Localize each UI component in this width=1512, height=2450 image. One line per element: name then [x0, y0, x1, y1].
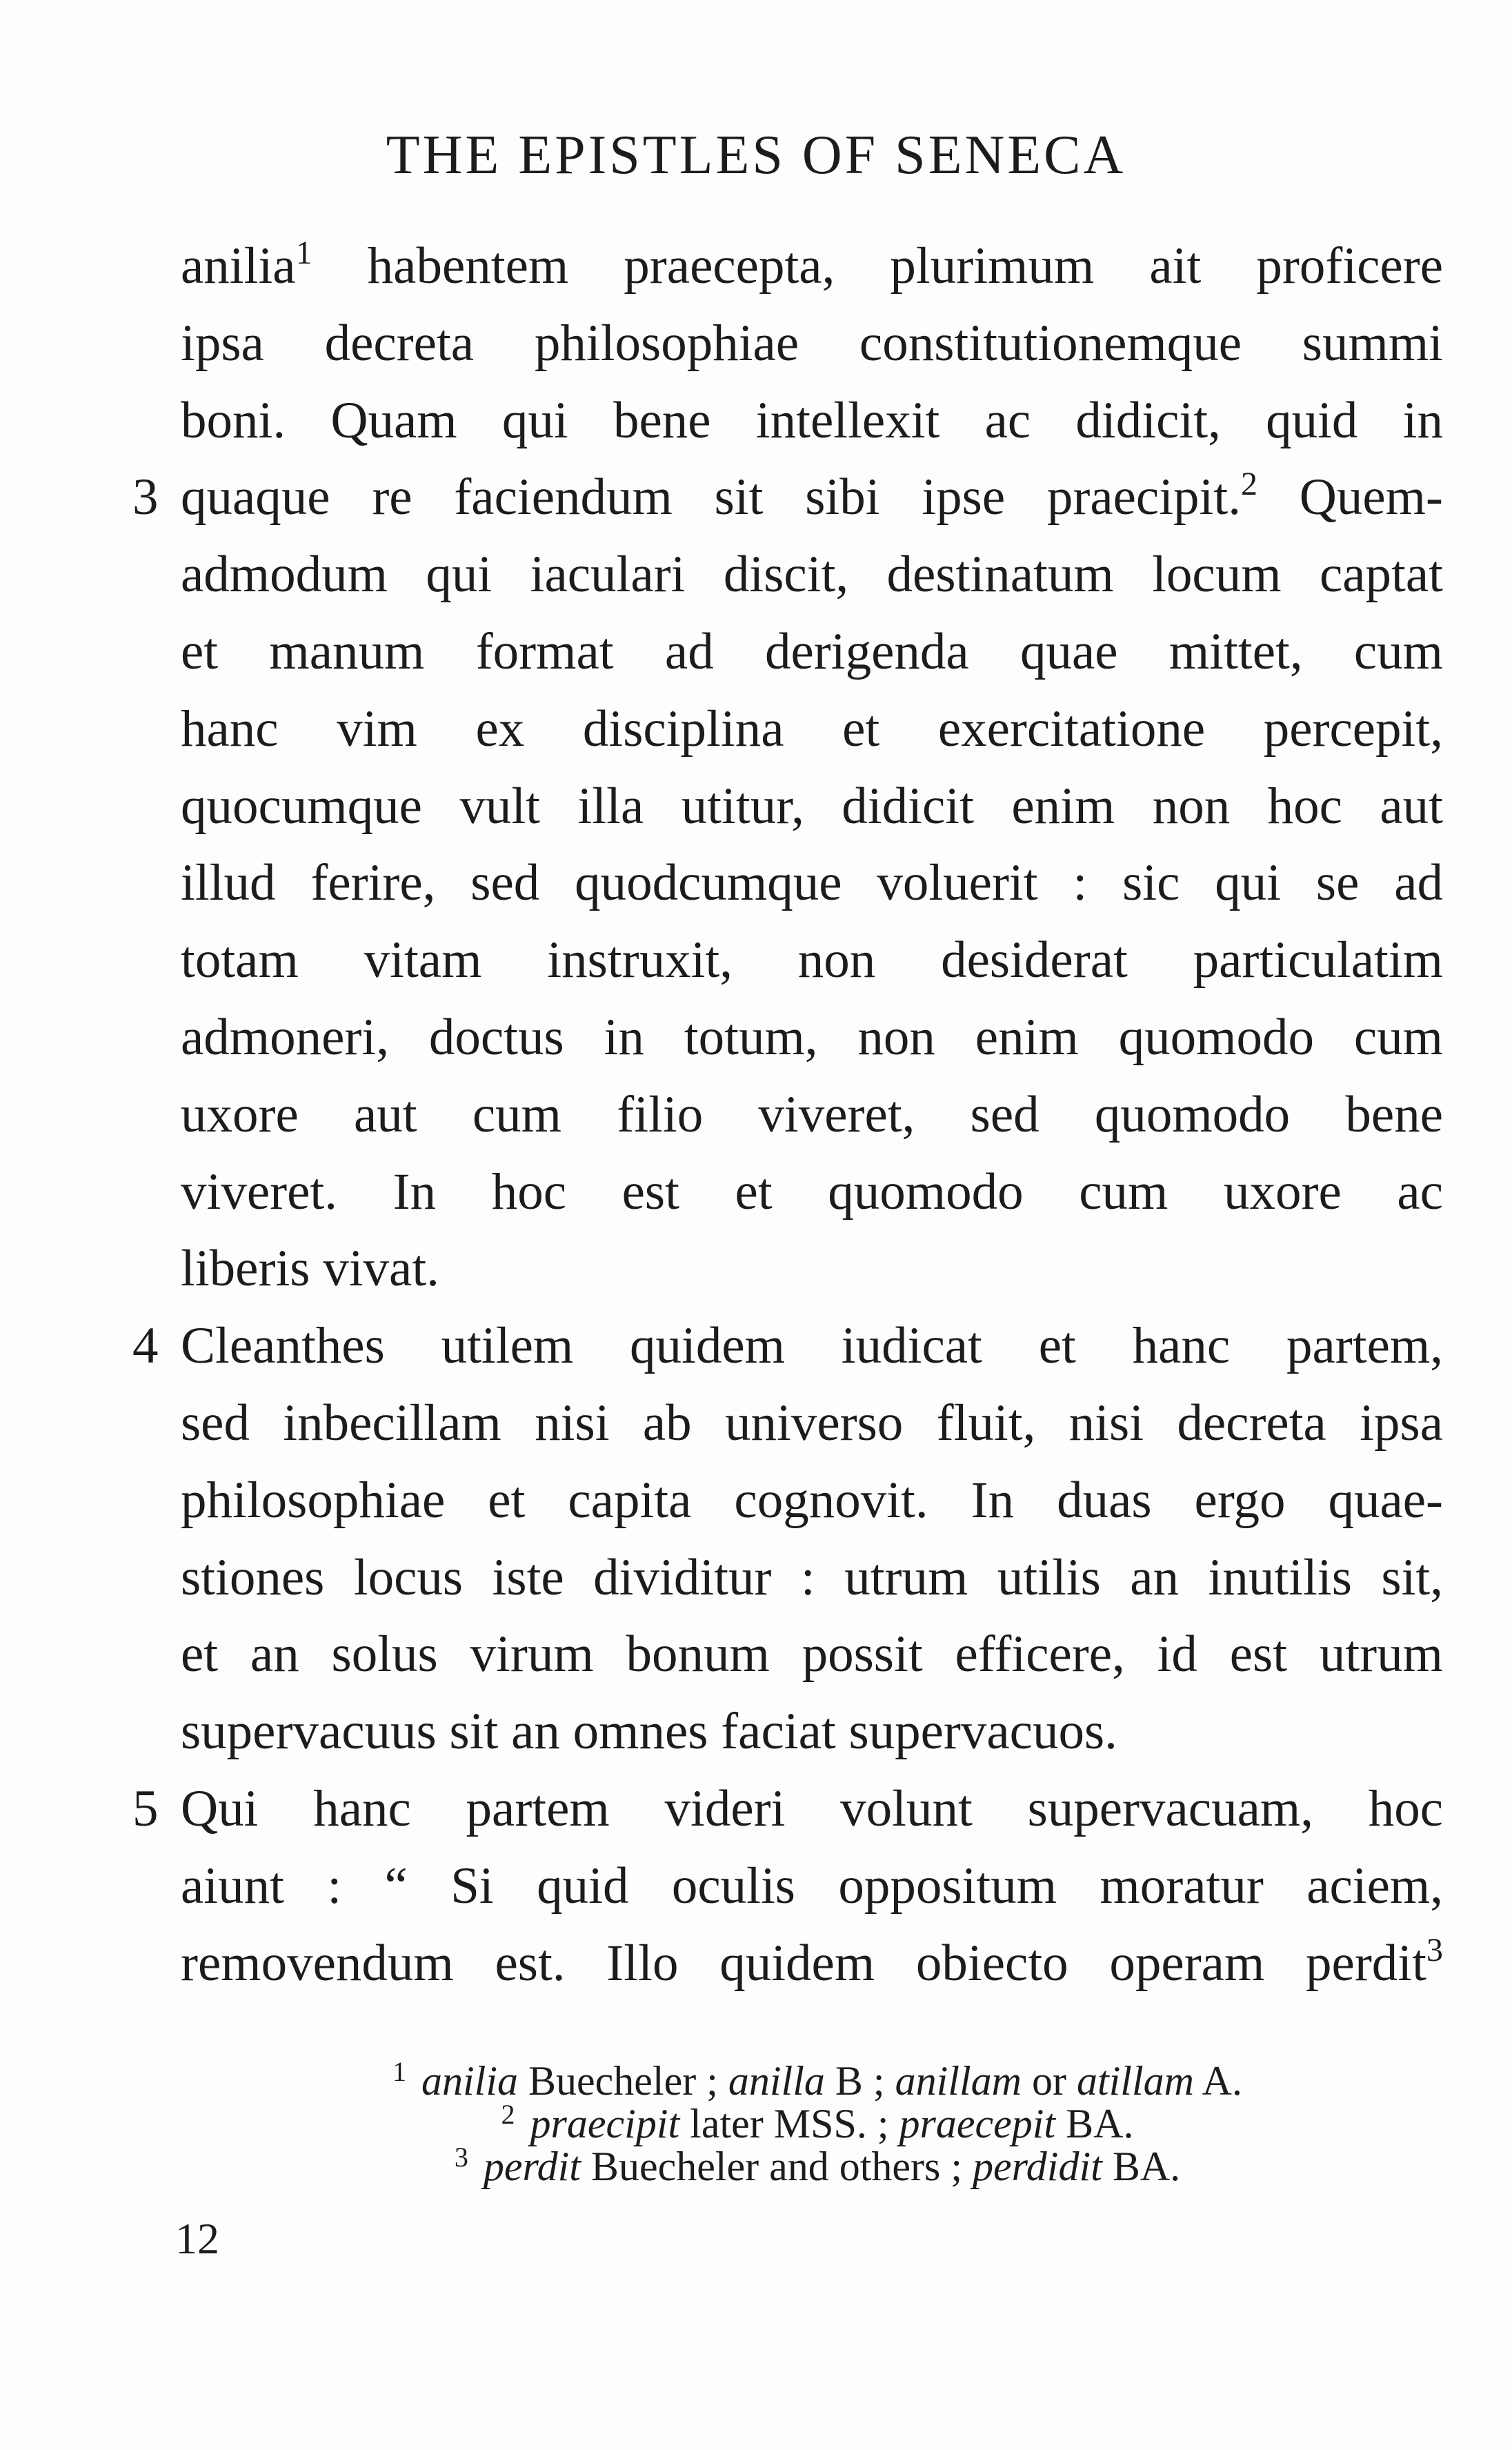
line-text: supervacuus sit an omnes faciat supervacuos.: [181, 1703, 1117, 1761]
text-line: [181, 1848, 1443, 1925]
line-text: boni. Quam qui bene intellexit ac didicit, quid in: [181, 391, 1443, 449]
text-line: [181, 1925, 1443, 2002]
text-line: [132, 459, 1443, 536]
line-text: Qui hanc partem videri volunt supervacuam, hoc: [181, 1779, 1443, 1837]
line-text: admoneri, doctus in totum, non enim quomodo cum: [181, 1008, 1443, 1066]
text-line: [181, 536, 1443, 613]
section-number: 3: [132, 468, 159, 526]
text-line: [132, 1770, 1443, 1848]
footnote-number: 3: [454, 2142, 468, 2173]
footnote-text: Buecheler ;: [518, 2058, 728, 2104]
running-head: THE EPISTLES OF SENECA: [386, 125, 1126, 186]
text-line: [181, 228, 1443, 305]
page-number: 12: [175, 2214, 219, 2263]
text-line: [181, 1616, 1443, 1693]
line-text: philosophiae et capita cognovit. In duas ergo quae-: [181, 1471, 1443, 1529]
text-line: [181, 305, 1443, 382]
line-text: sed inbecillam nisi ab universo fluit, nisi decreta ipsa: [181, 1394, 1443, 1452]
line-text: illud ferire, sed quodcumque voluerit : sic qui se ad: [181, 854, 1443, 912]
line-text: habentem praecepta, plurimum ait proficere: [312, 237, 1443, 295]
line-text: stiones locus iste dividitur : utrum utilis an inutilis sit,: [181, 1548, 1443, 1606]
footnote-text: BA.: [1102, 2144, 1181, 2189]
line-text: admodum qui iaculari discit, destinatum locum captat: [181, 546, 1443, 604]
footnote-reading: anillam: [895, 2058, 1022, 2104]
text-line: [181, 613, 1443, 691]
text-line: [181, 1462, 1443, 1539]
text-line: [181, 1230, 1443, 1307]
footnote-number: 1: [392, 2056, 406, 2087]
line-text: ipsa decreta philosophiae constitutionemque summi: [181, 314, 1443, 372]
line-text: hanc vim ex disciplina et exercitatione percepit,: [181, 700, 1443, 758]
line-text: quaque re faciendum sit sibi ipse praecipit.: [181, 468, 1241, 526]
text-line: [181, 922, 1443, 999]
footnote-text: B ;: [824, 2058, 895, 2104]
line-text: anilia: [181, 237, 296, 295]
footnotes: [248, 2056, 1386, 2189]
line-text: et manum format ad derigenda quae mittet, cum: [181, 622, 1443, 680]
text-line: [181, 382, 1443, 460]
section-number: 4: [132, 1317, 159, 1375]
text-line: [181, 1154, 1443, 1231]
text-line: [181, 1076, 1443, 1154]
line-text: Quem-: [1257, 468, 1443, 526]
body-text: [132, 228, 1443, 2002]
text-line: [181, 999, 1443, 1076]
footnote-text: or: [1021, 2058, 1077, 2104]
footnote-text: Buecheler and others ;: [580, 2144, 973, 2189]
footnote-reading: praecepit: [899, 2101, 1056, 2146]
text-line: [181, 1693, 1443, 1770]
footnote: [248, 2056, 1386, 2104]
footnote-reading: anilia: [421, 2058, 519, 2104]
line-text: aiunt : “ Si quid oculis oppositum moratur aciem,: [181, 1857, 1443, 1915]
text-line: [181, 1539, 1443, 1617]
footnote-reading: atillam: [1076, 2058, 1194, 2104]
footnote-text: A.: [1193, 2058, 1242, 2104]
line-text: liberis vivat.: [181, 1240, 439, 1298]
text-line: [181, 691, 1443, 768]
footnote-text: later MSS. ;: [679, 2101, 899, 2146]
footnote-reading: praecipit: [530, 2101, 680, 2146]
text-line: [132, 1307, 1443, 1385]
section-number: 5: [132, 1779, 159, 1837]
footnote-marker: 2: [1240, 466, 1257, 503]
footnote-reading: perdit: [483, 2144, 581, 2189]
footnote-text: BA.: [1055, 2101, 1134, 2146]
line-text: et an solus virum bonum possit efficere, id est utrum: [181, 1626, 1443, 1683]
footnote: [248, 2099, 1386, 2146]
line-text: removendum est. Illo quidem obiecto operam perdit: [181, 1934, 1426, 1992]
line-text: Cleanthes utilem quidem iudicat et hanc partem,: [181, 1317, 1443, 1375]
text-line: [181, 1385, 1443, 1462]
footnote-reading: perdidit: [973, 2144, 1102, 2189]
line-text: uxore aut cum filio viveret, sed quomodo bene: [181, 1085, 1443, 1143]
footnote-number: 2: [501, 2099, 515, 2130]
footnote: [248, 2142, 1386, 2189]
line-text: viveret. In hoc est et quomodo cum uxore ac: [181, 1163, 1443, 1221]
line-text: quocumque vult illa utitur, didicit enim non hoc aut: [181, 777, 1443, 835]
text-line: [181, 844, 1443, 922]
text-line: [181, 768, 1443, 845]
line-text: totam vitam instruxit, non desiderat particulatim: [181, 931, 1443, 989]
footnote-marker: 1: [295, 235, 312, 271]
footnote-reading: anilla: [728, 2058, 825, 2104]
footnote-marker: 3: [1426, 1931, 1443, 1968]
